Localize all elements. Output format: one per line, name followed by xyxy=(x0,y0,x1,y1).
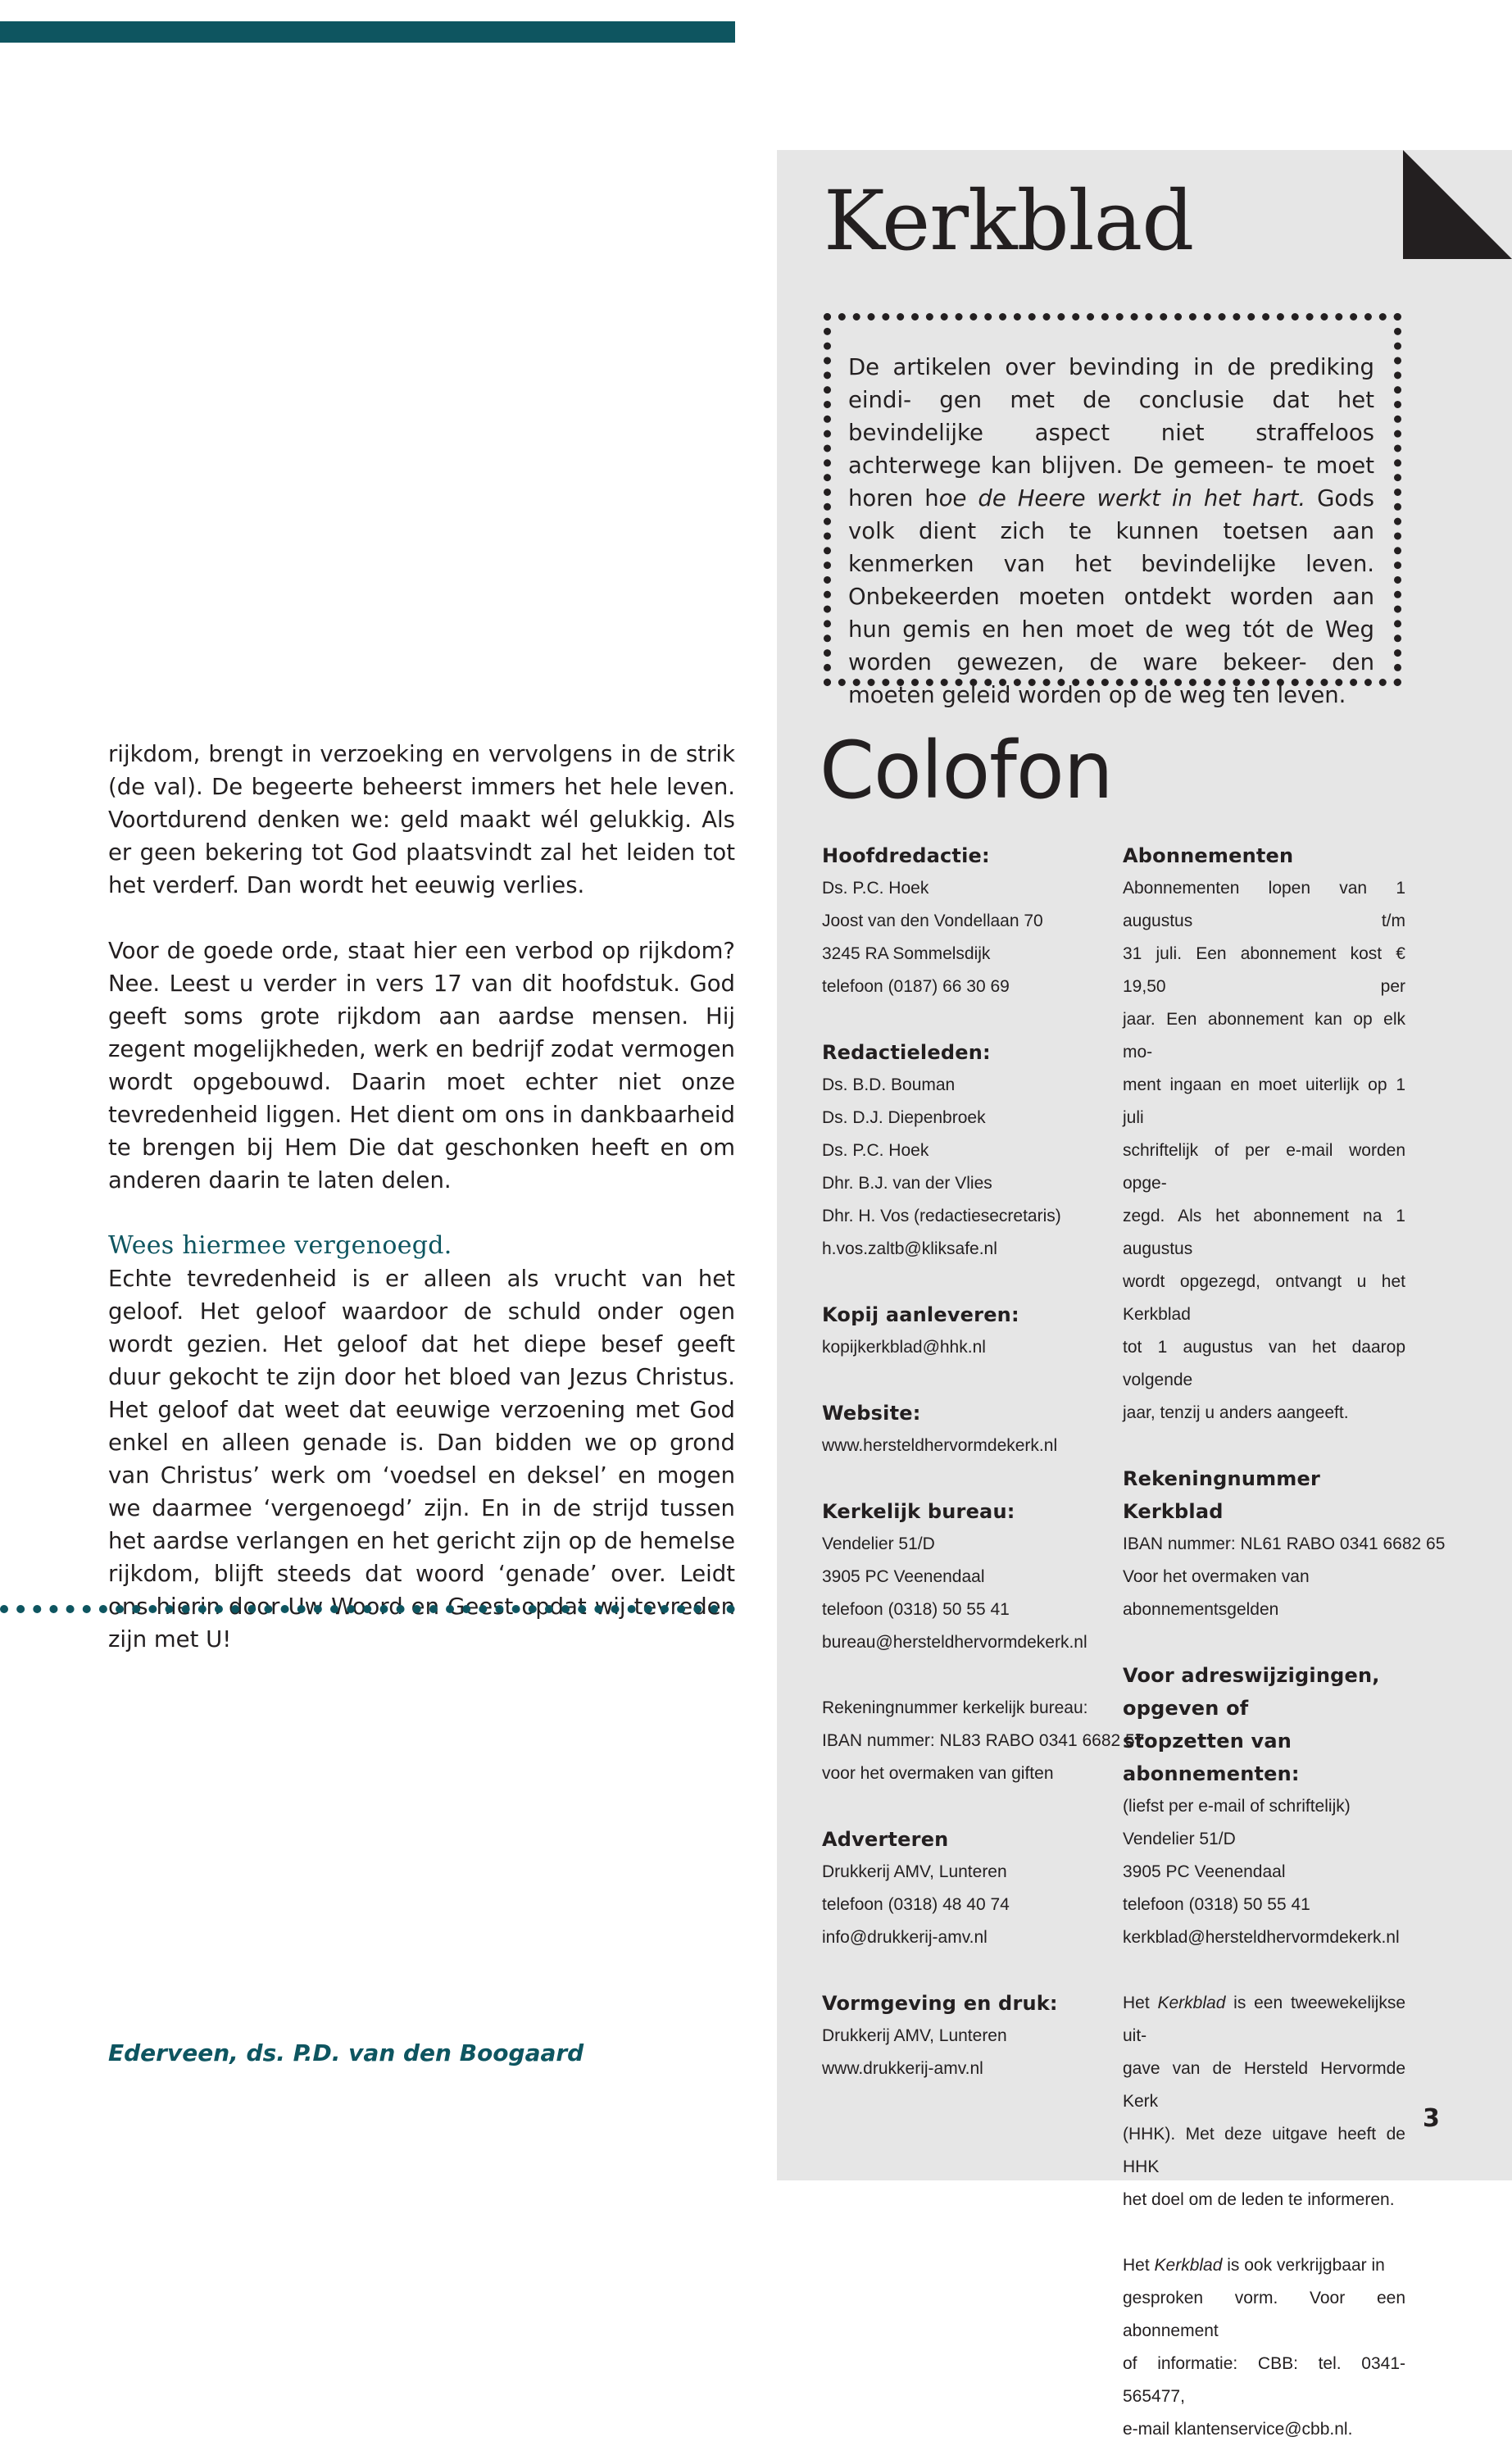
colofon-line: (liefst per e-mail of schriftelijk) xyxy=(1123,1797,1351,1816)
intro-text: De artikelen over bevinding in de prediking eindi- gen met de conclusie dat het bevindelijke aspect niet straffeloos achterwege kan blijven. De gemeen- te moet horen hoe de Heere werkt in het hart. Gods volk dient zich te kunnen toetsen aan kenmerken van het bevindelijke leven. Onbekeerden moeten ontdekt worden aan hun gemis en hen moet de weg tót de Weg worden gewezen, de ware bekeer- den moeten geleid worden op de weg ten leven. xyxy=(848,354,1375,708)
colofon-line: telefoon (0187) 66 30 69 xyxy=(822,977,1010,996)
rekening-heading: Rekeningnummer Kerkblad xyxy=(1123,1467,1321,1523)
colofon-line: Ds. D.J. Diepenbroek xyxy=(822,1108,986,1127)
colofon-line: Ds. P.C. Hoek xyxy=(822,1141,929,1160)
colofon-line: telefoon (0318) 48 40 74 xyxy=(822,1895,1010,1914)
colofon-line: 31 juli. Een abonnement kost € 19,50 per xyxy=(1123,944,1405,996)
colofon-line: Drukkerij AMV, Lunteren xyxy=(822,1862,1007,1881)
adres-heading: stopzetten van xyxy=(1123,1730,1292,1753)
colofon-line: jaar. Een abonnement kan op elk mo- xyxy=(1123,1010,1405,1062)
colofon-email: info@drukkerij-amv.nl xyxy=(822,1928,988,1947)
colofon-line: Het Kerkblad is ook verkrijgbaar in xyxy=(1123,2256,1385,2275)
adres-heading: opgeven of xyxy=(1123,1697,1249,1720)
colofon-line: Ds. P.C. Hoek xyxy=(822,879,929,898)
colofon-line: Joost van den Vondellaan 70 xyxy=(822,912,1043,930)
colofon-line: IBAN nummer: NL61 RABO 0341 6682 65 xyxy=(1123,1534,1446,1553)
colofon-line: Vendelier 51/D xyxy=(1123,1830,1236,1848)
colofon-line: Dhr. B.J. van der Vlies xyxy=(822,1174,992,1193)
article-subheading: Wees hiermee vergenoegd. xyxy=(108,1231,452,1260)
colofon-email: kopijkerkblad@hhk.nl xyxy=(822,1338,986,1357)
dotted-divider xyxy=(0,1605,735,1613)
colofon-left-column xyxy=(822,839,1145,2085)
abonnementen-heading: Abonnementen xyxy=(1123,844,1294,867)
colofon-line: wordt opgezegd, ontvangt u het Kerkblad xyxy=(1123,1272,1405,1324)
colofon-line: Dhr. H. Vos (redactiesecretaris) xyxy=(822,1207,1061,1225)
colofon-email: h.vos.zaltb@kliksafe.nl xyxy=(822,1239,997,1258)
colofon-line: telefoon (0318) 50 55 41 xyxy=(822,1600,1010,1619)
colofon-line: of informatie: CBB: tel. 0341-565477, xyxy=(1123,2354,1405,2406)
colofon-line: (HHK). Met deze uitgave heeft de HHK xyxy=(1123,2125,1405,2176)
article-paragraph: rijkdom, brengt in verzoeking en vervolgens in de strik (de val). De begeerte beheerst immers het hele leven. Voortdurend denken we: geld maakt wél gelukkig. Als er geen bekering tot God plaatsvindt zal het leiden tot het verderf. Dan wordt het eeuwig verlies. xyxy=(108,741,735,898)
colofon-line: Het Kerkblad is een tweewekelijkse uit- xyxy=(1123,1994,1406,2045)
adres-heading: Voor adreswijzigingen, xyxy=(1123,1664,1380,1687)
colofon-line: Ds. B.D. Bouman xyxy=(822,1075,956,1094)
colofon-line: tot 1 augustus van het daarop volgende xyxy=(1123,1338,1405,1389)
website-heading: Website: xyxy=(822,1402,921,1425)
article-paragraph: Echte tevredenheid is er alleen als vrucht van het geloof. Het geloof waardoor de schuld onder ogen wordt gezien. Het geloof dat het diepe besef geeft duur gekocht te zijn door het bloed van Jezus Christus. Het geloof dat weet dat eeuwige verzoening met God enkel en alleen genade is. Dan bidden we op grond van Christus’ werk om ‘voedsel en deksel’ en mogen we daarmee ‘vergenoegd’ zijn. En in de strijd tussen het aardse verlangen en het gericht zijn op de hemelse rijkdom, blijft steeds dat woord ‘genade’ over. Leidt ons hierin door Uw Woord en Geest opdat wij tevreden zijn met U! xyxy=(108,1266,735,1653)
colofon-line: jaar, tenzij u anders aangeeft. xyxy=(1123,1403,1349,1422)
article-paragraph: Voor de goede orde, staat hier een verbod op rijkdom? Nee. Leest u verder in vers 17 van dit hoofdstuk. God geeft soms grote rijkdom aan aardse mensen. Hij zegent mogelijkheden, werk en bedrijf zodat vermogen wordt opgebouwd. Daarin moet echter niet onze tevredenheid liggen. Het dient om ons in dankbaarheid te brengen bij Hem Die dat geschonken heeft en om anderen daarin te laten delen. xyxy=(108,938,735,1193)
page-number: 3 xyxy=(1423,2104,1440,2133)
colofon-line: gave van de Hersteld Hervormde Kerk xyxy=(1123,2059,1405,2111)
bureau-heading: Kerkelijk bureau: xyxy=(822,1500,1015,1523)
top-accent-bar xyxy=(0,21,735,43)
colofon-title: Colofon xyxy=(820,725,1113,816)
hoofdredactie-heading: Hoofdredactie: xyxy=(822,844,990,867)
colofon-line: ment ingaan en moet uiterlijk op 1 juli xyxy=(1123,1075,1405,1127)
colofon-line: IBAN nummer: NL83 RABO 0341 6682 57 xyxy=(822,1731,1145,1750)
colofon-line: Voor het overmaken van xyxy=(1123,1567,1310,1586)
adverteren-heading: Adverteren xyxy=(822,1828,949,1851)
colofon-email: e-mail klantenservice@cbb.nl. xyxy=(1123,2420,1353,2439)
colofon-line: abonnementsgelden xyxy=(1123,1600,1279,1619)
colofon-line: Abonnementen lopen van 1 augustus t/m xyxy=(1123,879,1405,930)
colofon-line: 3905 PC Veenendaal xyxy=(822,1567,985,1586)
article-column xyxy=(108,738,735,1656)
adres-heading: abonnementen: xyxy=(1123,1762,1300,1785)
kopij-heading: Kopij aanleveren: xyxy=(822,1303,1019,1326)
colofon-email: kerkblad@hersteldhervormdekerk.nl xyxy=(1123,1928,1400,1947)
redactieleden-heading: Redactieleden: xyxy=(822,1041,991,1064)
colofon-line: 3245 RA Sommelsdijk xyxy=(822,944,991,963)
colofon-website: www.drukkerij-amv.nl xyxy=(822,2059,983,2078)
colofon-line: 3905 PC Veenendaal xyxy=(1123,1862,1286,1881)
colofon-line: Drukkerij AMV, Lunteren xyxy=(822,2026,1007,2045)
colofon-line: schriftelijk of per e-mail worden opge- xyxy=(1123,1141,1405,1193)
colofon-line: het doel om de leden te informeren. xyxy=(1123,2190,1395,2209)
colofon-line: voor het overmaken van giften xyxy=(822,1764,1054,1783)
colofon-email: bureau@hersteldhervormdekerk.nl xyxy=(822,1633,1087,1652)
article-signature: Ederveen, ds. P.D. van den Boogaard xyxy=(108,2039,584,2066)
kerkblad-title: Kerkblad xyxy=(824,173,1194,269)
colofon-line: Rekeningnummer kerkelijk bureau: xyxy=(822,1698,1088,1717)
corner-triangle xyxy=(1403,150,1512,259)
colofon-line: zegd. Als het abonnement na 1 augustus xyxy=(1123,1207,1405,1258)
vormgeving-heading: Vormgeving en druk: xyxy=(822,1992,1058,2015)
colofon-line: telefoon (0318) 50 55 41 xyxy=(1123,1895,1310,1914)
colofon-right-column xyxy=(1123,839,1446,2446)
colofon-website: www.hersteldhervormdekerk.nl xyxy=(822,1436,1058,1455)
colofon-line: Vendelier 51/D xyxy=(822,1534,935,1553)
colofon-line: gesproken vorm. Voor een abonnement xyxy=(1123,2289,1405,2340)
